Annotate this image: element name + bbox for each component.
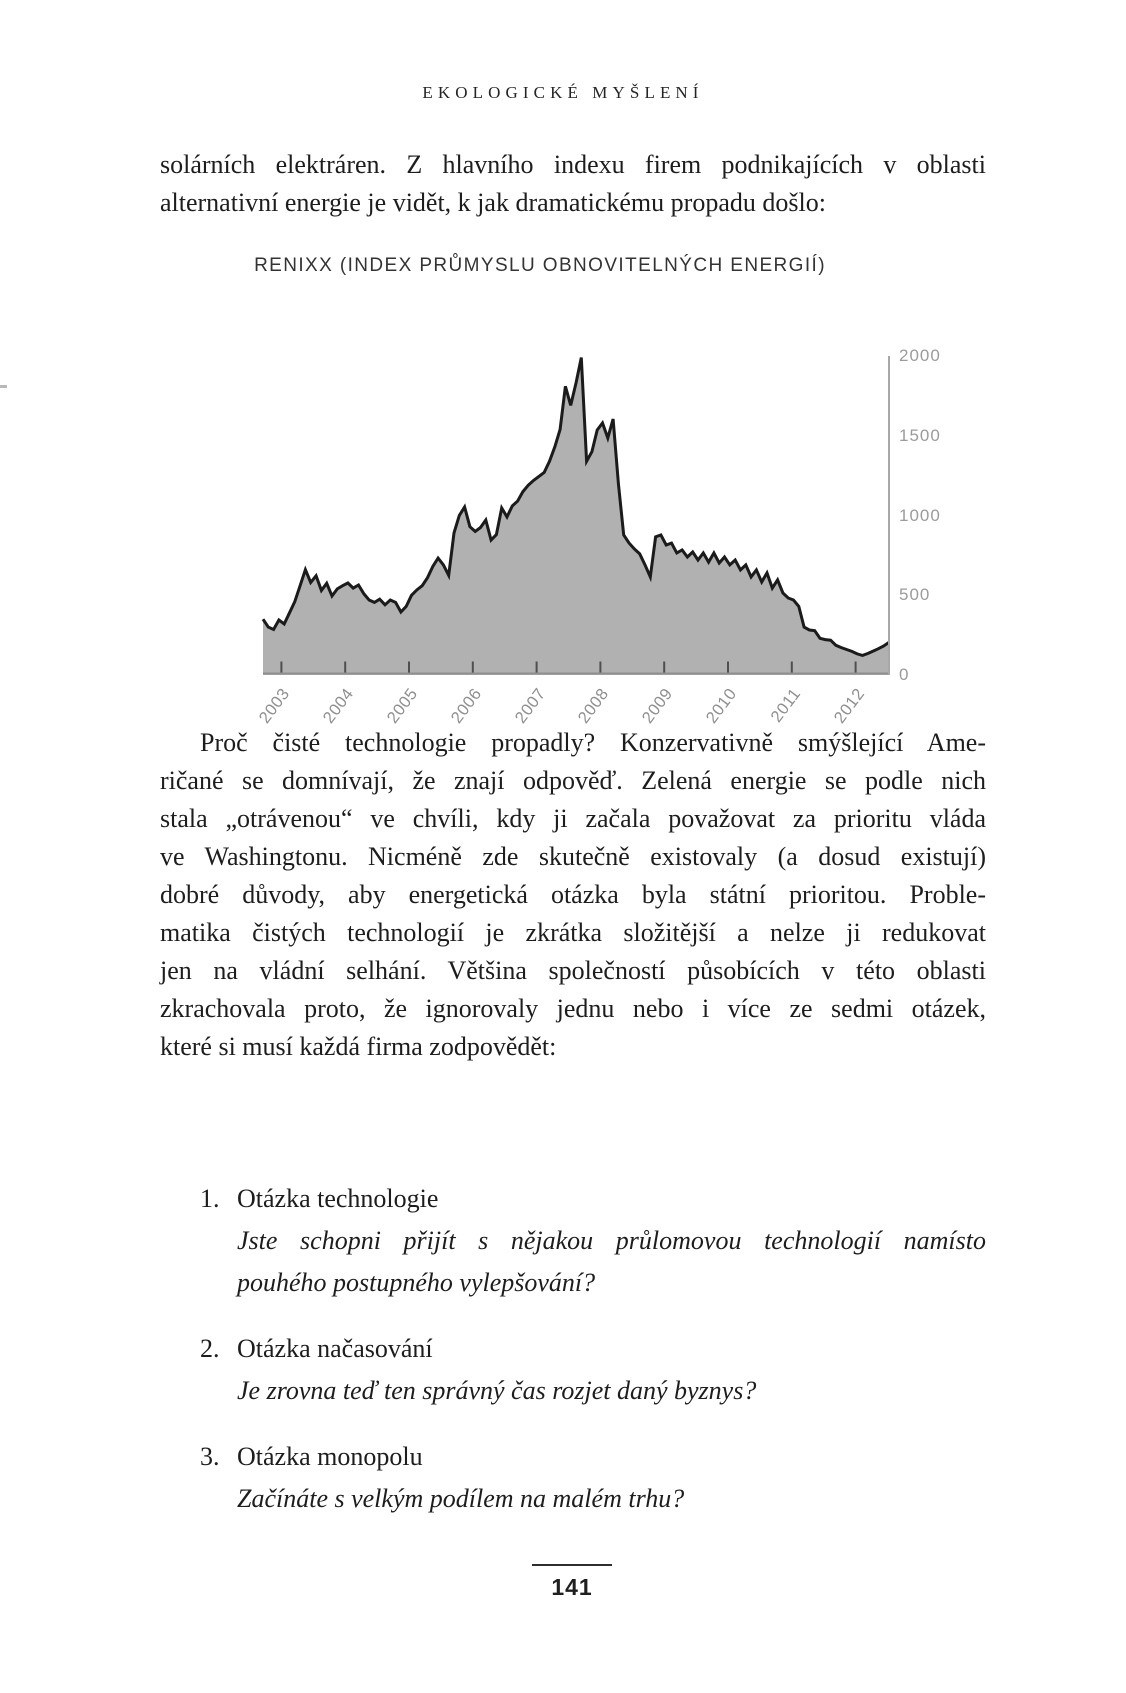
list-item-heading (200, 1328, 986, 1370)
y-axis-line (888, 356, 890, 675)
list-item-question (237, 1478, 986, 1520)
list-item-2 (200, 1328, 986, 1412)
list-item-question-line-1: Jste schopni přijít s nějakou průlomovou technologií namísto (237, 1226, 986, 1255)
x-axis-label-2004: 2004 (319, 685, 358, 727)
body-paragraph-line-2: ričané se domnívají, že znají odpověď. Zelená energie se podle nich (160, 766, 986, 795)
intro-paragraph-line-2: alternativní energie je vidět, k jak dramatickému propadu došlo: (160, 188, 826, 217)
list-item-heading (200, 1178, 986, 1220)
y-axis-label-1500: 1500 (899, 425, 941, 445)
x-axis-label-2011: 2011 (767, 685, 805, 726)
renixx-area-chart (263, 350, 889, 675)
list-item-1 (200, 1178, 986, 1304)
body-paragraph-line-1: Proč čisté technologie propadly? Konzervativně smýšlející Ame- (200, 728, 986, 757)
x-axis-label-2009: 2009 (638, 685, 677, 727)
list-item-heading (200, 1436, 986, 1478)
body-paragraph-line-3: stala „otrávenou“ ve chvíli, kdy ji začala považovat za prioritu vláda (160, 804, 986, 833)
footer-divider-rule (532, 1564, 612, 1566)
list-item-question-line-1: Je zrovna teď ten správný čas rozjet daný byznys? (237, 1376, 757, 1405)
page-edge-print-mark (0, 385, 7, 388)
body-paragraph-line-5: dobré důvody, aby energetická otázka byla státní prioritou. Proble- (160, 880, 986, 909)
body-paragraph-line-8: zkrachovala proto, že ignorovaly jednu nebo i více ze sedmi otázek, (160, 994, 986, 1023)
y-axis-label-2000: 2000 (899, 346, 941, 365)
body-paragraph-line-6: matika čistých technologií je zkrátka složitější a nelze ji redukovat (160, 918, 986, 947)
list-item-question-line-2: pouhého postupného vylepšování? (237, 1268, 596, 1297)
list-item-title: Otázka technologie (237, 1184, 439, 1213)
intro-paragraph-line-1: solárních elektráren. Z hlavního indexu firem podnikajících v oblasti (160, 150, 986, 179)
list-item-3 (200, 1436, 986, 1520)
list-item-title: Otázka načasování (237, 1334, 433, 1363)
question-list (200, 1178, 986, 1544)
y-axis-label-0: 0 (899, 665, 910, 684)
list-item-number: 1. (200, 1184, 220, 1213)
list-item-question (237, 1370, 986, 1412)
x-axis-label-2006: 2006 (447, 685, 486, 727)
list-item-question (237, 1220, 986, 1304)
page-number: 141 (551, 1574, 593, 1600)
list-item-title: Otázka monopolu (237, 1442, 423, 1471)
x-axis-label-2012: 2012 (830, 685, 868, 727)
chart-title: RENIXX (INDEX PRŮMYSLU OBNOVITELNÝCH ENERGIÍ) (254, 255, 826, 276)
area-fill (263, 358, 889, 675)
body-paragraph-line-9: které si musí každá firma zodpovědět: (160, 1032, 557, 1061)
body-paragraph-line-7: jen na vládní selhání. Většina společností působících v této oblasti (160, 956, 986, 985)
x-axis-label-2003: 2003 (256, 685, 294, 727)
x-axis-label-2008: 2008 (575, 685, 613, 727)
y-axis-label-500: 500 (899, 585, 931, 605)
x-axis-label-2007: 2007 (511, 685, 549, 727)
x-axis-label-2010: 2010 (702, 685, 741, 727)
body-paragraph (160, 724, 986, 1066)
x-axis-label-2005: 2005 (383, 685, 422, 727)
y-axis-label-1000: 1000 (899, 505, 941, 525)
list-item-number: 3. (200, 1442, 220, 1471)
list-item-question-line-1: Začínáte s velkým podílem na malém trhu? (237, 1484, 685, 1513)
body-paragraph-line-4: ve Washingtonu. Nicméně zde skutečně existovaly (a dosud existují) (160, 842, 986, 871)
intro-paragraph (160, 146, 986, 222)
list-item-number: 2. (200, 1334, 220, 1363)
running-header: EKOLOGICKÉ MYŠLENÍ (422, 83, 704, 102)
